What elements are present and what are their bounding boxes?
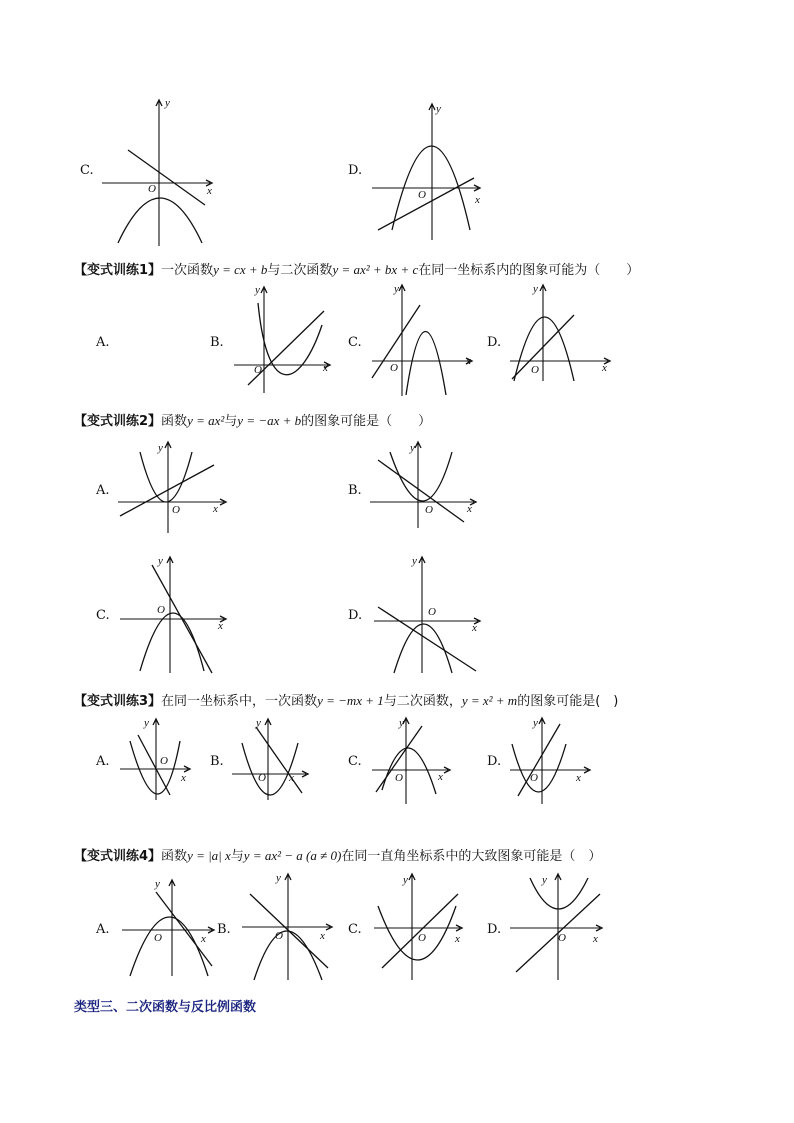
graph-ex4-b — [240, 872, 335, 982]
axis-x-label: x — [576, 772, 581, 784]
axis-x-label: x — [201, 933, 206, 945]
graph-ex1-b — [232, 285, 337, 395]
origin-label: O — [428, 606, 436, 618]
origin-label: O — [531, 364, 539, 376]
option-label: B. — [210, 754, 224, 769]
axis-x-label: x — [320, 930, 325, 942]
graph-ex4-a — [120, 878, 220, 978]
axis-y-label: y — [412, 555, 417, 567]
option-label: B. — [348, 483, 362, 498]
option-label: B. — [217, 922, 231, 937]
origin-label: O — [425, 504, 433, 516]
origin-label: O — [530, 772, 538, 784]
axis-y-label: y — [533, 717, 538, 729]
axis-y-label: y — [410, 442, 415, 454]
option-label: C. — [348, 335, 362, 350]
option-label: D. — [348, 608, 363, 623]
axis-x-label: x — [323, 362, 328, 374]
axis-x-label: x — [466, 355, 471, 367]
axis-x-label: x — [467, 503, 472, 515]
graph-top-d — [370, 102, 490, 242]
question-2: 【变式训练2】函数y = ax²与y = −ax + b的图象可能是（ ） — [74, 413, 432, 429]
question-tag: 【变式训练1】 — [74, 263, 162, 278]
axis-y-label: y — [144, 717, 149, 729]
axis-y-label: y — [158, 555, 163, 567]
origin-label: O — [157, 604, 165, 616]
option-label: A. — [96, 335, 110, 350]
question-tag: 【变式训练2】 — [74, 414, 162, 429]
axis-x-label: x — [207, 185, 212, 197]
graph-ex3-a — [118, 717, 193, 802]
axis-y-label: y — [436, 103, 441, 115]
axis-x-label: x — [472, 622, 477, 634]
axis-x-label: x — [181, 772, 186, 784]
axis-y-label: y — [403, 874, 408, 886]
axis-y-label: y — [276, 872, 281, 884]
axis-y-label: y — [255, 284, 260, 296]
option-label: A. — [96, 754, 110, 769]
origin-label: O — [558, 932, 566, 944]
question-tag: 【变式训练3】 — [74, 694, 162, 709]
question-4: 【变式训练4】函数y = |a| x与y = ax² − a (a ≠ 0)在同一直角坐标系中的大致图象可能是（ ） — [74, 848, 602, 864]
graph-ex1-c — [370, 283, 480, 398]
graph-ex3-d — [508, 716, 593, 806]
axis-y-label: y — [542, 874, 547, 886]
axis-y-label: y — [165, 97, 170, 109]
option-label: D. — [487, 335, 502, 350]
option-label: A. — [96, 483, 110, 498]
axis-y-label: y — [533, 283, 538, 295]
option-label: C. — [348, 922, 362, 937]
question-3: 【变式训练3】在同一坐标系中，一次函数y = −mx + 1与二次函数，y = x² + m的图象可能是( ) — [74, 693, 619, 709]
axis-x-label: x — [475, 194, 480, 206]
question-1: 【变式训练1】一次函数y = cx + b与二次函数y = ax² + bx + c在同一坐标系内的图象可能为（ ） — [74, 262, 640, 278]
origin-label: O — [254, 364, 262, 376]
option-label: C. — [348, 754, 362, 769]
origin-label: O — [160, 755, 168, 767]
option-label: B. — [210, 335, 224, 350]
origin-label: O — [148, 183, 156, 195]
axis-y-label: y — [158, 442, 163, 454]
graph-ex4-d — [508, 872, 608, 982]
option-label: D. — [487, 754, 502, 769]
axis-x-label: x — [213, 503, 218, 515]
axis-x-label: x — [602, 362, 607, 374]
graph-ex2-b — [368, 440, 483, 530]
origin-label: O — [395, 772, 403, 784]
option-label: A. — [96, 922, 110, 937]
axis-y-label: y — [256, 717, 261, 729]
axis-x-label: x — [218, 620, 223, 632]
origin-label: O — [275, 930, 283, 942]
origin-label: O — [172, 504, 180, 516]
graph-ex3-c — [370, 716, 460, 806]
option-label: C. — [96, 608, 110, 623]
axis-y-label: y — [155, 878, 160, 890]
graph-ex4-c — [372, 872, 472, 982]
origin-label: O — [154, 932, 162, 944]
section-title: 类型三、二次函数与反比例函数 — [74, 1000, 257, 1015]
axis-y-label: y — [394, 283, 399, 295]
origin-label: O — [390, 362, 398, 374]
origin-label: O — [258, 772, 266, 784]
axis-x-label: x — [593, 933, 598, 945]
option-label: C. — [80, 163, 94, 178]
question-tag: 【变式训练4】 — [74, 849, 162, 864]
option-label: D. — [487, 922, 502, 937]
origin-label: O — [418, 189, 426, 201]
graph-ex3-b — [230, 717, 310, 802]
axis-x-label: x — [455, 933, 460, 945]
option-label: D. — [348, 163, 363, 178]
graph-ex2-c — [118, 555, 233, 675]
axis-x-label: x — [438, 771, 443, 783]
origin-label: O — [418, 932, 426, 944]
graph-ex2-a — [116, 440, 231, 535]
axis-x-label: x — [289, 772, 294, 784]
axis-y-label: y — [399, 717, 404, 729]
graph-top-c — [100, 98, 230, 248]
